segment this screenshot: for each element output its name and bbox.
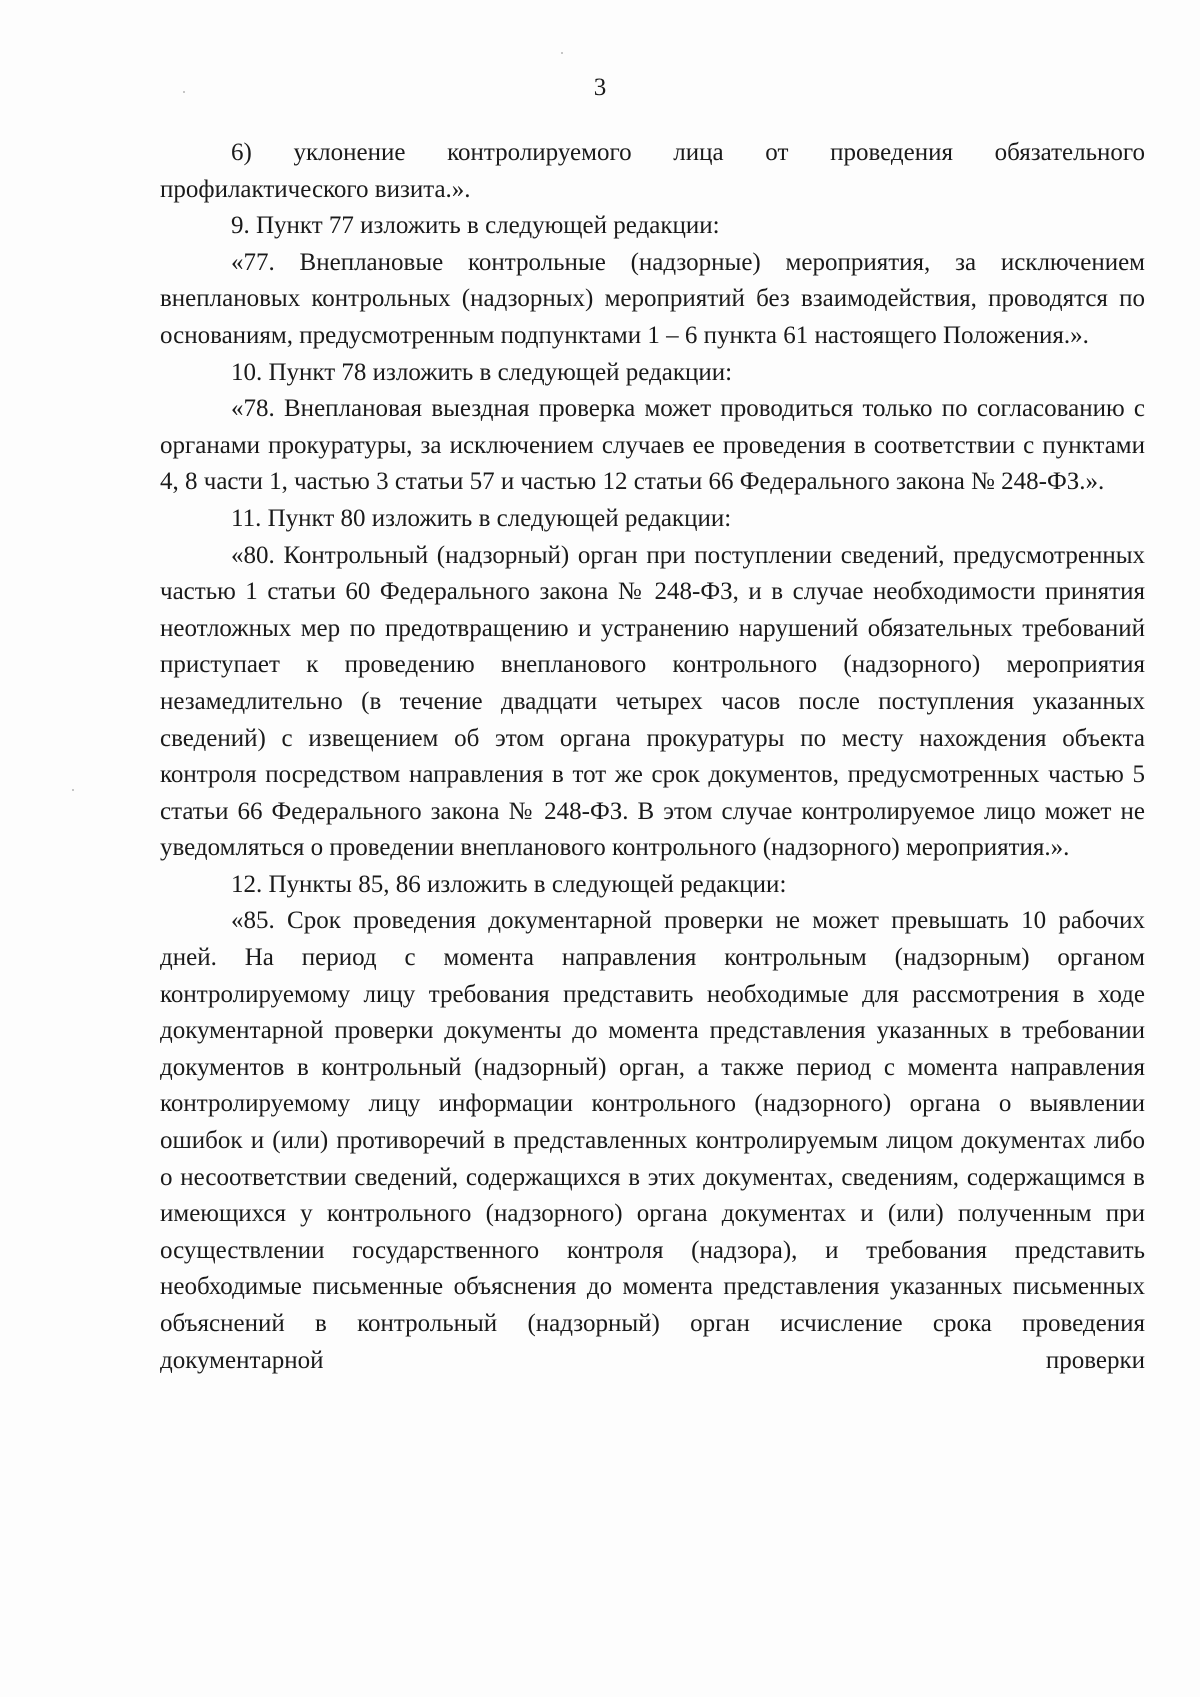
- paragraph-point-78: «78. Внеплановая выездная проверка может проводиться только по согласованию с органами прокуратуры, за исключением случаев ее проведения в соответствии с пунктами 4, 8 части 1, частью 3 статьи 57 и частью 12 статьи 66 Федерального закона № 248-ФЗ.».: [160, 395, 1145, 496]
- paragraph-point-80: «80. Контрольный (надзорный) орган при поступлении сведений, предусмотренных частью 1 статьи 60 Федерального закона № 248-ФЗ, и в случае необходимости принятия неотложных мер по предотвращению и устранению нарушений обязательных требований приступает к проведению внепланового контрольного (надзорного) мероприятия незамедлительно (в течение двадцати четырех часов после поступления указанных сведений) с извещением об этом органа прокуратуры по месту нахождения объекта контроля посредством направления в тот же срок документов, предусмотренных частью 5 статьи 66 Федерального закона № 248-ФЗ. В этом случае контролируемое лицо может не уведомляться о проведении внепланового контрольного (надзорного) мероприятия.».: [160, 541, 1145, 862]
- paragraph-point-85: «85. Срок проведения документарной проверки не может превышать 10 рабочих дней. На период с момента направления контрольным (надзорным) органом контролируемому лицу требования представить необходимые для рассмотрения в ходе документарной проверки документы до момента представления указанных в требовании документов в контрольный (надзорный) орган, а также период с момента направления контролируемому лицу информации контрольного (надзорного) органа о выявлении ошибок и (или) противоречий в представленных контролируемым лицом документах либо о несоответствии сведений, содержащихся в этих документах, сведениям, содержащимся в имеющихся у контрольного (надзорного) органа документах и (или) полученным при осуществлении государственного контроля (надзора), и требования представить необходимые письменные объяснения до момента представления указанных письменных объяснений в контрольный (надзорный) орган исчисление срока проведения документарной проверки: [160, 907, 1145, 1374]
- paragraph-point-10-heading: 10. Пункт 78 изложить в следующей редакции:: [231, 358, 733, 386]
- paragraph-point-11-heading: 11. Пункт 80 изложить в следующей редакции:: [231, 504, 732, 532]
- document-body: [160, 135, 1145, 1379]
- paragraph-item-6-end: 6) уклонение контролируемого лица от проведения обязательного профилактического визита.».: [160, 139, 1145, 203]
- scan-speck: [561, 52, 563, 54]
- paragraph-point-77: «77. Внеплановые контрольные (надзорные) мероприятия, за исключением внеплановых контрольных (надзорных) мероприятий без взаимодействия, проводятся по основаниям, предусмотренным подпунктами 1 – 6 пункта 61 настоящего Положения.».: [160, 248, 1145, 349]
- scan-speck: [72, 789, 74, 791]
- paragraph-point-9-heading: 9. Пункт 77 изложить в следующей редакции:: [231, 212, 720, 240]
- page-number: 3: [593, 74, 607, 101]
- paragraph-point-12-heading: 12. Пункты 85, 86 изложить в следующей редакции:: [231, 870, 787, 898]
